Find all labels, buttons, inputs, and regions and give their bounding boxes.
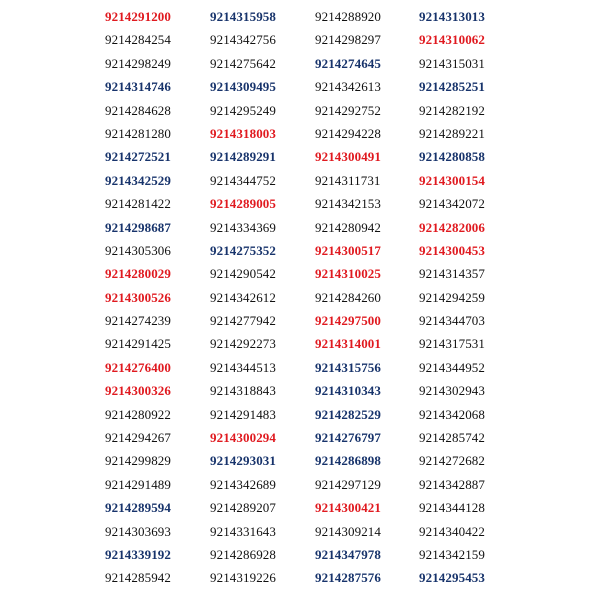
phone-number: 9214275352 (210, 242, 276, 258)
phone-number: 9214293031 (210, 453, 276, 469)
phone-number: 9214339192 (105, 546, 171, 562)
phone-number: 9214334369 (210, 219, 276, 235)
phone-number: 9214310062 (419, 32, 485, 48)
phone-number: 9214289221 (419, 125, 485, 141)
phone-number: 9214280858 (419, 149, 485, 165)
phone-number: 9214315958 (210, 9, 276, 24)
phone-number: 9214298687 (105, 219, 171, 235)
number-column-1 (105, 5, 215, 590)
phone-number: 9214331643 (210, 523, 276, 539)
phone-number: 9214344952 (419, 359, 485, 375)
phone-number: 9214274645 (315, 55, 381, 71)
phone-number: 9214342613 (315, 79, 381, 95)
phone-number: 9214275642 (210, 55, 276, 71)
phone-number: 9214300421 (315, 500, 381, 516)
phone-number: 9214342072 (419, 196, 485, 212)
phone-number: 9214314357 (419, 266, 485, 282)
phone-number: 9214276797 (315, 430, 381, 446)
phone-number: 9214342529 (105, 172, 171, 188)
phone-number: 9214282529 (315, 406, 381, 422)
phone-number: 9214282192 (419, 102, 485, 118)
phone-number: 9214303693 (105, 523, 171, 539)
phone-number: 9214344513 (210, 359, 276, 375)
phone-number: 9214300453 (419, 242, 485, 258)
phone-number: 9214289005 (210, 196, 276, 212)
phone-number: 9214284254 (105, 32, 171, 48)
phone-number: 9214309495 (210, 79, 276, 95)
phone-number: 9214291200 (105, 9, 171, 24)
phone-number: 9214295453 (419, 570, 485, 586)
phone-number: 9214302943 (419, 383, 485, 399)
phone-number: 9214288920 (315, 9, 381, 24)
phone-number: 9214342887 (419, 476, 485, 492)
phone-number: 9214272521 (105, 149, 171, 165)
phone-number: 9214286898 (315, 453, 381, 469)
phone-number: 9214289207 (210, 500, 276, 516)
phone-number: 9214314746 (105, 79, 171, 95)
phone-number: 9214280942 (315, 219, 381, 235)
phone-number: 9214315756 (315, 359, 381, 375)
phone-number: 9214291425 (105, 336, 171, 352)
phone-number: 9214285942 (105, 570, 171, 586)
phone-number: 9214342756 (210, 32, 276, 48)
phone-number: 9214342159 (419, 546, 485, 562)
phone-number: 9214298297 (315, 32, 381, 48)
phone-number: 9214294228 (315, 125, 381, 141)
phone-number: 9214300294 (210, 430, 276, 446)
phone-number: 9214344752 (210, 172, 276, 188)
phone-number: 9214297129 (315, 476, 381, 492)
phone-number: 9214309214 (315, 523, 381, 539)
phone-number: 9214299829 (105, 453, 171, 469)
phone-number: 9214310343 (315, 383, 381, 399)
phone-number: 9214292752 (315, 102, 381, 118)
phone-number: 9214281422 (105, 196, 171, 212)
phone-number: 9214300491 (315, 149, 381, 165)
phone-number: 9214276400 (105, 359, 171, 375)
phone-number: 9214286928 (210, 546, 276, 562)
phone-number: 9214318003 (210, 125, 276, 141)
phone-number: 9214315031 (419, 55, 485, 71)
phone-number: 9214284628 (105, 102, 171, 118)
phone-number: 9214281280 (105, 125, 171, 141)
phone-number: 9214280029 (105, 266, 171, 282)
phone-number: 9214294259 (419, 289, 485, 305)
phone-number: 9214290542 (210, 266, 276, 282)
phone-number: 9214297500 (315, 313, 381, 329)
phone-number: 9214285742 (419, 430, 485, 446)
phone-number: 9214313013 (419, 9, 485, 24)
phone-number: 9214342689 (210, 476, 276, 492)
phone-number: 9214310025 (315, 266, 381, 282)
phone-number: 9214291483 (210, 406, 276, 422)
phone-number: 9214300154 (419, 172, 485, 188)
phone-number: 9214277942 (210, 313, 276, 329)
phone-number: 9214272682 (419, 453, 485, 469)
phone-number: 9214317531 (419, 336, 485, 352)
phone-number: 9214289594 (105, 500, 171, 516)
phone-number: 9214298249 (105, 55, 171, 71)
number-column-3 (315, 5, 425, 590)
phone-number: 9214291489 (105, 476, 171, 492)
phone-number: 9214314001 (315, 336, 381, 352)
phone-number: 9214319226 (210, 570, 276, 586)
phone-number: 9214342153 (315, 196, 381, 212)
phone-number: 9214342612 (210, 289, 276, 305)
phone-number: 9214342068 (419, 406, 485, 422)
number-column-4 (419, 5, 529, 590)
phone-number: 9214300517 (315, 242, 381, 258)
phone-number: 9214274239 (105, 313, 171, 329)
phone-number: 9214287576 (315, 570, 381, 586)
number-column-2 (210, 5, 320, 590)
phone-number: 9214340422 (419, 523, 485, 539)
phone-number: 9214294267 (105, 430, 171, 446)
phone-number: 9214282006 (419, 219, 485, 235)
phone-number: 9214289291 (210, 149, 276, 165)
phone-number: 9214295249 (210, 102, 276, 118)
phone-number: 9214280922 (105, 406, 171, 422)
phone-number: 9214318843 (210, 383, 276, 399)
phone-number: 9214300526 (105, 289, 171, 305)
phone-number: 9214311731 (315, 172, 381, 188)
phone-number: 9214344128 (419, 500, 485, 516)
phone-number: 9214284260 (315, 289, 381, 305)
phone-number: 9214292273 (210, 336, 276, 352)
phone-number: 9214285251 (419, 79, 485, 95)
phone-number: 9214344703 (419, 313, 485, 329)
phone-number: 9214300326 (105, 383, 171, 399)
phone-number: 9214347978 (315, 546, 381, 562)
phone-number: 9214305306 (105, 242, 171, 258)
